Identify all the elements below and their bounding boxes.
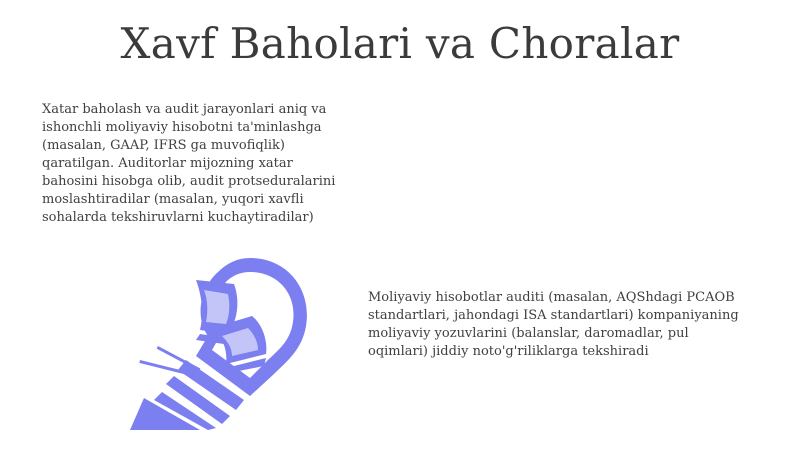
left-paragraph: Xatar baholash va audit jarayonlari aniq va ishonchli moliyaviy hisobotni ta'minlashga (masalan, GAAP, IFRS ga muvofiqlik) qaratilgan. Auditorlar mijozning xatar bahosini hisobga olib, audit protseduralarini moslashtiradilar (masalan, yuqori xavfli sohalarda tekshiruvlarni kuchaytiradilar): [42, 102, 336, 225]
lightbulb-book-icon: [100, 250, 318, 430]
slide-title: Xavf Baholari va Choralar: [120, 19, 680, 68]
right-paragraph: Moliyaviy hisobotlar auditi (masalan, AQShdagi PCAOB standartlari, jahondagi ISA standartlari) kompaniyaning moliyaviy yozuvlarini (balanslar, daromadlar, pul oqimlari) jiddiy noto'g'riliklarga tekshiradi: [368, 290, 739, 359]
